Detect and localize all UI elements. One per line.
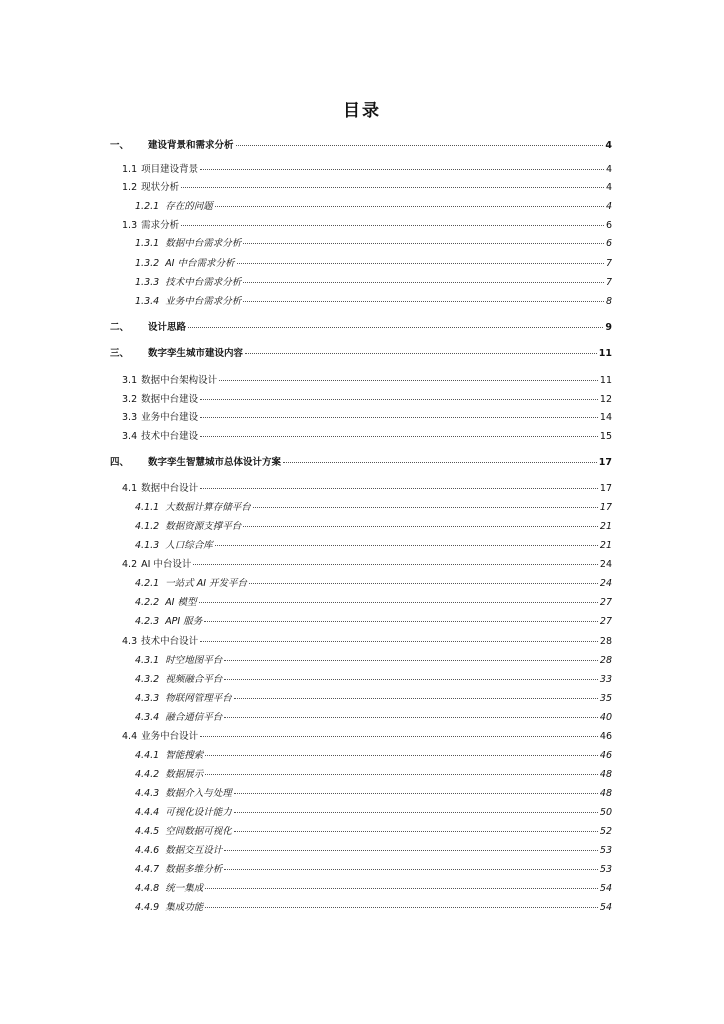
toc-dot-leader [205, 907, 598, 908]
toc-dot-leader [243, 282, 604, 283]
toc-entry-number: 二、 [110, 322, 130, 333]
toc-dot-leader [193, 564, 597, 565]
toc-entry-number: 4.4.1 [135, 750, 160, 761]
toc-entry-text: 数字孪生城市建设内容 [148, 348, 244, 359]
toc-entry[interactable] [135, 616, 612, 628]
toc-entry-text: 业务中台设计 [141, 731, 199, 742]
toc-entry-number: 4.3.3 [135, 693, 160, 704]
toc-entry-text: 人口综合库 [165, 540, 213, 551]
toc-entry-number: 四、 [110, 457, 130, 468]
toc-dot-leader [234, 698, 598, 699]
toc-entry[interactable] [122, 559, 612, 571]
toc-entry-number: 4.1.1 [135, 502, 160, 513]
toc-dot-leader [181, 187, 604, 188]
toc-entry-text: 物联网管理平台 [165, 693, 232, 704]
toc-entry-text: 数据中台建设 [141, 394, 199, 405]
toc-entry-number: 1.3.1 [135, 238, 160, 249]
toc-entry-page: 15 [599, 431, 612, 442]
toc-dot-leader [224, 869, 598, 870]
toc-entry-page: 4 [605, 164, 612, 175]
toc-entry-text: 数字孪生智慧城市总体设计方案 [148, 457, 282, 468]
toc-entry-text: 现状分析 [141, 182, 180, 193]
toc-dot-leader [237, 263, 604, 264]
toc-entry-number: 1.2 [122, 182, 138, 193]
toc-entry-text: 技术中台需求分析 [165, 277, 242, 288]
toc-entry[interactable] [135, 540, 612, 552]
toc-dot-leader [204, 621, 598, 622]
toc-entry[interactable] [135, 655, 612, 667]
toc-entry-text: 可视化设计能力 [165, 807, 232, 818]
toc-dot-leader [224, 679, 598, 680]
toc-entry-page: 6 [605, 220, 612, 231]
toc-entry-page: 11 [599, 375, 612, 386]
toc-entry-page: 53 [599, 845, 612, 856]
toc-entry-page: 17 [599, 502, 612, 513]
toc-entry-text: 智能搜索 [165, 750, 204, 761]
toc-entry[interactable] [135, 597, 612, 609]
toc-entry[interactable] [135, 296, 612, 308]
toc-entry[interactable] [135, 788, 612, 800]
toc-entry-number: 3.2 [122, 394, 138, 405]
toc-entry-page: 7 [605, 277, 612, 288]
toc-entry-number: 1.1 [122, 164, 138, 175]
toc-entry[interactable] [135, 902, 612, 914]
toc-entry-page: 4 [605, 140, 612, 151]
toc-entry-text: 技术中台建设 [141, 431, 199, 442]
toc-entry-text: 数据中台需求分析 [165, 238, 242, 249]
toc-dot-leader [205, 774, 598, 775]
toc-entry-number: 4.3 [122, 636, 138, 647]
toc-entry-page: 17 [599, 483, 612, 494]
toc-entry-number: 1.3.4 [135, 296, 160, 307]
toc-entry-number: 4.4.5 [135, 826, 160, 837]
toc-dot-leader [236, 145, 604, 146]
toc-entry-number: 4.2.1 [135, 578, 160, 589]
toc-entry-number: 4.4.7 [135, 864, 160, 875]
toc-entry[interactable] [135, 578, 612, 590]
toc-entry-text: API 服务 [165, 616, 203, 627]
toc-entry-page: 50 [599, 807, 612, 818]
toc-entry-number: 4.4.9 [135, 902, 160, 913]
toc-entry[interactable] [122, 731, 612, 743]
toc-entry[interactable] [110, 322, 612, 334]
toc-dot-leader [205, 888, 598, 889]
toc-dot-leader [199, 602, 598, 603]
toc-entry[interactable] [122, 412, 612, 424]
toc-entry-page: 53 [599, 864, 612, 875]
toc-entry[interactable] [135, 521, 612, 533]
toc-entry[interactable] [135, 201, 612, 213]
toc-entry[interactable] [135, 750, 612, 762]
toc-entry[interactable] [135, 883, 612, 895]
toc-entry[interactable] [135, 258, 612, 270]
toc-entry-number: 4.4.2 [135, 769, 160, 780]
toc-entry-page: 27 [599, 597, 612, 608]
toc-entry-page: 48 [599, 769, 612, 780]
toc-entry-number: 4.4 [122, 731, 138, 742]
toc-dot-leader [200, 399, 598, 400]
toc-entry-text: 建设背景和需求分析 [148, 140, 234, 151]
toc-entry-page: 54 [599, 902, 612, 913]
toc-entry-number: 1.3 [122, 220, 138, 231]
toc-title: 目录 [343, 101, 381, 121]
toc-dot-leader [243, 301, 604, 302]
toc-entry[interactable] [135, 238, 612, 250]
toc-entry-page: 7 [605, 258, 612, 269]
toc-entry-number: 4.4.8 [135, 883, 160, 894]
toc-entry-text: 数据展示 [165, 769, 204, 780]
toc-entry-text: 视频融合平台 [165, 674, 223, 685]
toc-dot-leader [234, 831, 598, 832]
toc-entry-text: 融合通信平台 [165, 712, 223, 723]
toc-entry-text: AI 中台需求分析 [165, 258, 235, 269]
toc-entry-text: 项目建设背景 [141, 164, 199, 175]
toc-entry-page: 6 [605, 238, 612, 249]
toc-entry-page: 8 [605, 296, 612, 307]
toc-dot-leader [234, 793, 598, 794]
toc-dot-leader [234, 812, 598, 813]
toc-dot-leader [200, 736, 598, 737]
toc-dot-leader [200, 436, 598, 437]
toc-entry[interactable] [110, 140, 612, 152]
toc-entry-page: 46 [599, 750, 612, 761]
toc-entry-page: 14 [599, 412, 612, 423]
toc-entry-number: 4.2.3 [135, 616, 160, 627]
toc-entry[interactable] [122, 164, 612, 176]
toc-entry-page: 12 [599, 394, 612, 405]
toc-entry[interactable] [122, 394, 612, 406]
toc-entry[interactable] [122, 220, 612, 232]
toc-entry-page: 28 [599, 655, 612, 666]
toc-dot-leader [215, 545, 598, 546]
toc-entry[interactable] [135, 845, 612, 857]
toc-entry[interactable] [135, 674, 612, 686]
toc-entry-page: 21 [599, 540, 612, 551]
toc-entry-page: 9 [605, 322, 612, 333]
toc-entry-text: 需求分析 [141, 220, 180, 231]
toc-entry-page: 33 [599, 674, 612, 685]
toc-entry-page: 46 [599, 731, 612, 742]
toc-dot-leader [283, 462, 597, 463]
toc-entry-text: 集成功能 [165, 902, 204, 913]
toc-entry[interactable] [122, 182, 612, 194]
toc-entry-page: 17 [598, 457, 612, 468]
toc-entry-number: 1.3.3 [135, 277, 160, 288]
toc-entry[interactable] [122, 375, 612, 387]
toc-entry-number: 3.4 [122, 431, 138, 442]
toc-dot-leader [224, 717, 598, 718]
toc-entry-page: 54 [599, 883, 612, 894]
toc-dot-leader [243, 243, 604, 244]
toc-entry[interactable] [122, 483, 612, 495]
toc-entry-page: 35 [599, 693, 612, 704]
toc-entry[interactable] [135, 864, 612, 876]
toc-entry-number: 4.4.4 [135, 807, 160, 818]
toc-entry-page: 24 [599, 578, 612, 589]
toc-entry-text: 数据中台架构设计 [141, 375, 218, 386]
toc-entry-text: 数据中台设计 [141, 483, 199, 494]
toc-entry-text: AI 中台设计 [141, 559, 192, 570]
toc-dot-leader [224, 660, 598, 661]
toc-entry-page: 4 [605, 182, 612, 193]
toc-entry[interactable] [135, 807, 612, 819]
toc-entry[interactable] [135, 693, 612, 705]
toc-entry[interactable] [110, 348, 612, 360]
toc-entry-page: 52 [599, 826, 612, 837]
toc-entry-number: 4.3.4 [135, 712, 160, 723]
toc-entry-number: 三、 [110, 348, 130, 359]
toc-dot-leader [224, 850, 598, 851]
toc-entry-page: 27 [599, 616, 612, 627]
toc-entry-number: 4.3.2 [135, 674, 160, 685]
toc-entry-text: 数据多维分析 [165, 864, 223, 875]
toc-dot-leader [200, 488, 598, 489]
toc-entry-number: 4.2.2 [135, 597, 160, 608]
toc-entry-text: 大数据计算存储平台 [165, 502, 251, 513]
toc-entry-text: 存在的问题 [165, 201, 213, 212]
toc-entry-text: 统一集成 [165, 883, 204, 894]
toc-entry-text: 设计思路 [148, 322, 187, 333]
toc-entry-number: 4.3.1 [135, 655, 160, 666]
toc-entry-number: 4.1.3 [135, 540, 160, 551]
toc-entry[interactable] [135, 277, 612, 289]
toc-entry-number: 4.2 [122, 559, 138, 570]
toc-dot-leader [205, 755, 598, 756]
toc-entry-number: 4.4.3 [135, 788, 160, 799]
toc-entry-number: 3.3 [122, 412, 138, 423]
toc-dot-leader [181, 225, 604, 226]
toc-entry-number: 3.1 [122, 375, 138, 386]
toc-entry-text: 技术中台设计 [141, 636, 199, 647]
toc-dot-leader [200, 641, 598, 642]
toc-entry[interactable] [122, 636, 612, 648]
toc-entry-text: 数据交互设计 [165, 845, 223, 856]
toc-entry-number: 1.2.1 [135, 201, 160, 212]
toc-dot-leader [253, 507, 598, 508]
toc-entry[interactable] [135, 712, 612, 724]
toc-entry-text: 空间数据可视化 [165, 826, 232, 837]
toc-entry-number: 4.4.6 [135, 845, 160, 856]
toc-dot-leader [245, 353, 597, 354]
toc-entry-page: 24 [599, 559, 612, 570]
toc-entry-page: 11 [598, 348, 612, 359]
toc-entry-text: 一站式 AI 开发平台 [165, 578, 248, 589]
toc-dot-leader [219, 380, 598, 381]
toc-entry-text: AI 模型 [165, 597, 197, 608]
toc-dot-leader [243, 526, 598, 527]
toc-entry-text: 数据介入与处理 [165, 788, 232, 799]
toc-entry-text: 数据资源支撑平台 [165, 521, 242, 532]
toc-entry-text: 业务中台需求分析 [165, 296, 242, 307]
toc-entry-number: 4.1 [122, 483, 138, 494]
toc-entry-number: 1.3.2 [135, 258, 160, 269]
toc-entry-page: 21 [599, 521, 612, 532]
toc-dot-leader [200, 417, 598, 418]
toc-entry-page: 4 [605, 201, 612, 212]
toc-entry[interactable] [110, 457, 612, 469]
toc-entry[interactable] [135, 769, 612, 781]
toc-dot-leader [249, 583, 598, 584]
toc-entry[interactable] [135, 502, 612, 514]
toc-entry[interactable] [122, 431, 612, 443]
toc-entry-number: 4.1.2 [135, 521, 160, 532]
toc-entry-page: 48 [599, 788, 612, 799]
toc-entry-page: 40 [599, 712, 612, 723]
toc-dot-leader [200, 169, 604, 170]
toc-dot-leader [215, 206, 604, 207]
toc-entry[interactable] [135, 826, 612, 838]
toc-entry-text: 时空地图平台 [165, 655, 223, 666]
toc-entry-number: 一、 [110, 140, 130, 151]
toc-entry-page: 28 [599, 636, 612, 647]
toc-dot-leader [188, 327, 603, 328]
toc-entry-text: 业务中台建设 [141, 412, 199, 423]
